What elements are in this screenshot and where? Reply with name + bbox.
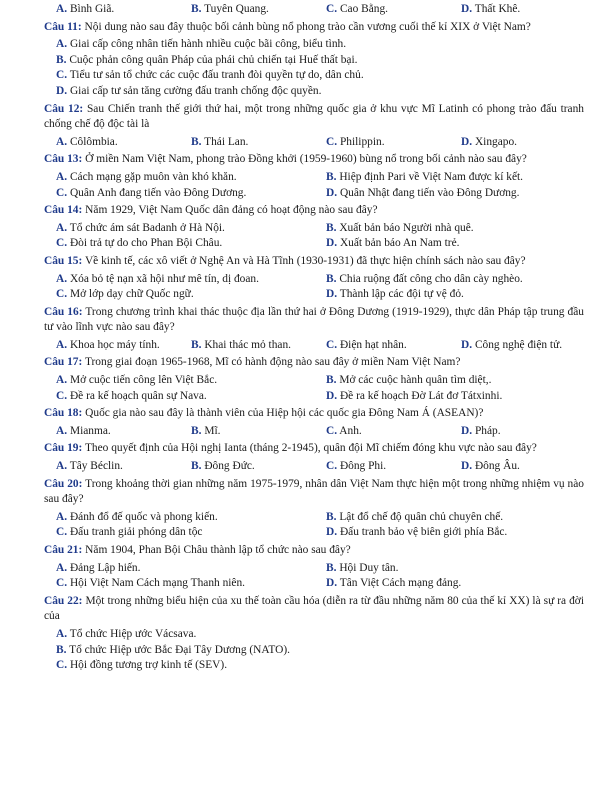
option-text: Đảng Lập hiến. <box>69 561 141 574</box>
option-text: Quân Nhật đang tiến vào Đông Dương. <box>339 186 520 199</box>
question-number: Câu 20: <box>44 477 83 490</box>
option-text: Thái Lan. <box>204 135 249 148</box>
answer-option <box>44 53 584 69</box>
answer-option <box>314 510 584 526</box>
question-stem: Về kinh tế, các xô viết ở Nghệ An và Hà Tĩnh (1930-1931) đã thực hiện chính sách nào sau đây? <box>84 254 526 267</box>
answer-options <box>44 272 584 303</box>
answer-option <box>314 373 584 389</box>
option-letter: A. <box>56 627 68 640</box>
answer-options <box>44 338 584 354</box>
question-text <box>44 355 584 371</box>
answer-options <box>44 510 584 541</box>
option-letter: A. <box>56 374 68 387</box>
question-text <box>44 305 584 336</box>
question-stem: Theo quyết định của Hội nghị Ianta (tháng 2-1945), quân đội Mĩ chiếm đóng khu vực nào sau đây? <box>84 442 537 455</box>
option-text: Xuất bản báo Người nhà quê. <box>339 221 474 234</box>
answer-option <box>44 2 179 18</box>
answer-option <box>44 658 584 674</box>
option-text: Hội đồng tương trợ kinh tế (SEV). <box>69 659 228 672</box>
option-letter: D. <box>326 186 338 199</box>
answer-options <box>44 221 584 252</box>
answer-options <box>44 561 584 592</box>
option-letter: B. <box>56 53 67 66</box>
option-text: Thất Khê. <box>474 3 521 15</box>
question-text <box>44 543 584 559</box>
answer-option <box>44 510 314 526</box>
option-text: Bình Giã. <box>69 3 115 15</box>
option-letter: A. <box>56 510 68 523</box>
question-text <box>44 477 584 508</box>
answer-option <box>44 186 314 202</box>
option-letter: C. <box>56 526 68 539</box>
option-text: Hội Việt Nam Cách mạng Thanh niên. <box>69 577 246 590</box>
answer-option <box>314 424 449 440</box>
option-text: Tân Việt Cách mạng đảng. <box>339 577 462 590</box>
question-number: Câu 13: <box>44 153 83 166</box>
answer-options <box>44 627 584 674</box>
option-letter: C. <box>326 460 338 473</box>
answer-option <box>44 287 314 303</box>
option-text: Giai cấp công nhân tiến hành nhiều cuộc bãi công, biểu tình. <box>69 38 347 51</box>
answer-options <box>44 459 584 475</box>
option-text: Philippin. <box>339 135 385 148</box>
answer-option <box>44 459 179 475</box>
option-text: Tuyên Quang. <box>204 3 269 15</box>
option-text: Đông Đức. <box>204 460 255 473</box>
answer-option <box>44 236 314 252</box>
answer-option <box>44 170 314 186</box>
answer-option <box>44 135 179 151</box>
answer-option <box>44 37 584 53</box>
option-text: Giai cấp tư sản tăng cường đấu tranh chống độc quyền. <box>69 84 322 97</box>
answer-option <box>44 525 314 541</box>
question-text <box>44 441 584 457</box>
option-text: Đề ra kế hoạch quân sự Nava. <box>69 389 207 402</box>
option-letter: D. <box>461 424 473 437</box>
option-letter: D. <box>326 577 338 590</box>
question-text <box>44 20 584 36</box>
option-text: Côlômbia. <box>69 135 118 148</box>
answer-option <box>314 389 584 405</box>
option-letter: B. <box>326 170 337 183</box>
answer-option <box>314 459 449 475</box>
question-stem: Quốc gia nào sau đây là thành viên của Hiệp hội các quốc gia Đông Nam Á (ASEAN)? <box>85 407 484 420</box>
option-letter: A. <box>56 460 68 473</box>
question-number: Câu 14: <box>44 204 83 217</box>
answer-options <box>44 135 584 151</box>
option-letter: C. <box>56 389 68 402</box>
option-letter: D. <box>326 237 338 250</box>
answer-option <box>314 135 449 151</box>
option-letter: B. <box>326 374 337 387</box>
question-number: Câu 19: <box>44 442 83 455</box>
answer-options <box>44 37 584 99</box>
question-number: Câu 16: <box>44 305 83 318</box>
option-text: Tổ chức ám sát Badanh ở Hà Nội. <box>69 221 225 234</box>
answer-option <box>449 135 584 151</box>
option-letter: D. <box>461 338 473 351</box>
option-letter: B. <box>326 221 337 234</box>
option-text: Đề ra kế hoạch Đờ Lát đơ Tátxinhi. <box>339 389 503 402</box>
answer-options <box>44 424 584 440</box>
answer-option <box>44 627 584 643</box>
answer-option <box>44 424 179 440</box>
option-letter: C. <box>56 186 68 199</box>
option-text: Mở các cuộc hành quân tìm diệt,. <box>339 374 492 387</box>
question-stem: Trong chương trình khai thác thuộc địa lần thứ hai ở Đông Dương (1919-1929), thực dân Pháp tập trung đầu tư vào lĩnh vực nào sau đây? <box>44 305 584 334</box>
option-letter: A. <box>56 561 68 574</box>
option-text: Lật đổ chế độ quân chủ chuyên chế. <box>339 510 504 523</box>
question-text <box>44 203 584 219</box>
question-stem: Năm 1929, Việt Nam Quốc dân đảng có hoạt động nào sau đây? <box>85 204 378 217</box>
answer-option <box>44 561 314 577</box>
answer-option <box>314 186 584 202</box>
option-letter: D. <box>326 389 338 402</box>
answer-option <box>179 2 314 18</box>
answer-options <box>44 2 584 18</box>
answer-option <box>44 643 584 659</box>
answer-option <box>449 2 584 18</box>
option-letter: A. <box>56 135 68 148</box>
option-letter: A. <box>56 221 68 234</box>
answer-option <box>44 68 584 84</box>
option-letter: D. <box>326 526 338 539</box>
option-text: Công nghệ điện tử. <box>474 338 563 351</box>
option-text: Xuất bản báo An Nam trẻ. <box>339 237 460 250</box>
option-text: Đấu tranh bảo vệ biên giới phía Bắc. <box>339 526 508 539</box>
question-stem: Ở miền Nam Việt Nam, phong trào Đồng khởi (1959-1960) bùng nổ trong bối cảnh nào sau đây? <box>85 153 527 166</box>
answer-option <box>449 459 584 475</box>
option-letter: B. <box>191 424 202 437</box>
question-number: Câu 22: <box>44 594 83 607</box>
answer-option <box>314 338 449 354</box>
option-text: Hiệp định Pari về Việt Nam được kí kết. <box>339 170 524 183</box>
question-text <box>44 102 584 133</box>
answer-option <box>314 272 584 288</box>
option-text: Cách mạng gặp muôn vàn khó khăn. <box>69 170 237 183</box>
option-text: Cao Bằng. <box>339 3 389 15</box>
question-stem: Trong giai đoạn 1965-1968, Mĩ có hành động nào sau đây ở miền Nam Việt Nam? <box>84 356 461 369</box>
option-letter: C. <box>56 69 68 82</box>
answer-option <box>449 338 584 354</box>
option-letter: B. <box>326 272 337 285</box>
option-letter: B. <box>326 561 337 574</box>
answer-option <box>314 525 584 541</box>
option-letter: A. <box>56 3 68 15</box>
question-text <box>44 254 584 270</box>
option-letter: B. <box>56 643 67 656</box>
option-text: Mĩ. <box>204 424 221 437</box>
answer-option <box>314 170 584 186</box>
answer-option <box>449 424 584 440</box>
option-letter: B. <box>326 510 337 523</box>
option-letter: A. <box>56 272 68 285</box>
option-letter: C. <box>56 237 68 250</box>
option-letter: C. <box>56 659 68 672</box>
exam-document <box>44 2 584 676</box>
answer-option <box>44 84 584 100</box>
option-letter: C. <box>326 424 338 437</box>
option-text: Đông Âu. <box>474 460 520 473</box>
option-text: Khai thác mỏ than. <box>204 338 291 351</box>
option-letter: C. <box>326 135 338 148</box>
answer-option <box>179 135 314 151</box>
option-letter: C. <box>326 338 338 351</box>
option-text: Xingapo. <box>474 135 518 148</box>
option-letter: D. <box>461 135 473 148</box>
option-text: Anh. <box>339 424 362 437</box>
answer-option <box>44 389 314 405</box>
option-text: Xóa bỏ tệ nạn xã hội như mê tín, dị đoan. <box>69 272 259 285</box>
option-text: Điện hạt nhân. <box>339 338 407 351</box>
answer-option <box>179 459 314 475</box>
question-number: Câu 21: <box>44 544 83 556</box>
option-text: Hội Duy tân. <box>339 561 399 574</box>
option-text: Cuộc phản công quân Pháp của phái chủ chiến tại Huế thất bại. <box>69 53 358 66</box>
answer-option <box>314 576 584 592</box>
option-letter: B. <box>191 460 202 473</box>
answer-option <box>44 373 314 389</box>
option-letter: C. <box>56 577 68 590</box>
question-number: Câu 18: <box>44 407 83 420</box>
answer-option <box>44 221 314 237</box>
option-text: Mở lớp dạy chữ Quốc ngữ. <box>69 288 194 301</box>
option-letter: A. <box>56 424 68 437</box>
question-stem: Sau Chiến tranh thế giới thứ hai, một trong những quốc gia ở khu vực Mĩ Latinh có phong trào đấu tranh chống chế độ độc tài là <box>44 102 584 131</box>
option-text: Đòi trả tự do cho Phan Bội Châu. <box>69 237 223 250</box>
option-letter: D. <box>56 84 68 97</box>
option-text: Tổ chức Hiệp ước Bắc Đại Tây Dương (NATO). <box>69 643 290 656</box>
option-text: Mở cuộc tiến công lên Việt Bắc. <box>69 374 218 387</box>
option-letter: A. <box>56 170 68 183</box>
question-stem: Trong khoảng thời gian những năm 1975-1979, nhân dân Việt Nam thực hiện một trong những nhiệm vụ nào sau đây? <box>44 477 584 506</box>
answer-option <box>314 2 449 18</box>
option-letter: D. <box>461 3 473 15</box>
option-letter: C. <box>56 288 68 301</box>
option-letter: B. <box>191 338 202 351</box>
question-number: Câu 17: <box>44 356 83 369</box>
option-text: Tiểu tư sản tổ chức các cuộc đấu tranh đòi quyền tự do, dân chủ. <box>69 69 364 82</box>
option-letter: D. <box>326 288 338 301</box>
question-text <box>44 152 584 168</box>
answer-option <box>44 272 314 288</box>
question-stem: Năm 1904, Phan Bội Châu thành lập tổ chức nào sau đây? <box>85 544 351 556</box>
answer-option <box>44 338 179 354</box>
question-text <box>44 406 584 422</box>
option-text: Đấu tranh giải phóng dân tộc <box>69 526 203 539</box>
option-text: Đông Phi. <box>339 460 387 473</box>
question-number: Câu 12: <box>44 102 84 115</box>
option-letter: B. <box>191 135 202 148</box>
option-text: Quân Anh đang tiến vào Đông Dương. <box>69 186 247 199</box>
option-text: Tây Béclin. <box>69 460 123 473</box>
question-stem: Một trong những biểu hiện của xu thế toàn cầu hóa (diễn ra từ đầu những năm 80 của thế kỉ XX) là sự ra đời của <box>44 594 584 623</box>
answer-option <box>179 338 314 354</box>
option-letter: D. <box>461 460 473 473</box>
answer-option <box>314 221 584 237</box>
answer-option <box>44 576 314 592</box>
answer-option <box>179 424 314 440</box>
option-text: Thành lập các đội tự vệ đỏ. <box>339 288 464 301</box>
answer-options <box>44 373 584 404</box>
option-letter: A. <box>56 338 68 351</box>
question-number: Câu 11: <box>44 20 82 33</box>
answer-option <box>314 287 584 303</box>
option-letter: B. <box>191 3 202 15</box>
option-text: Đánh đổ đế quốc và phong kiến. <box>69 510 218 523</box>
option-text: Mianma. <box>69 424 111 437</box>
option-letter: C. <box>326 3 338 15</box>
question-number: Câu 15: <box>44 254 83 267</box>
answer-option <box>314 561 584 577</box>
answer-options <box>44 170 584 201</box>
answer-option <box>314 236 584 252</box>
question-text <box>44 594 584 625</box>
option-text: Tổ chức Hiệp ước Vácsava. <box>69 627 197 640</box>
option-text: Pháp. <box>474 424 501 437</box>
option-text: Khoa học máy tính. <box>69 338 160 351</box>
question-stem: Nội dung nào sau đây thuộc bối cảnh bùng nổ phong trào cần vương cuối thế kỉ XIX ở Việt Nam? <box>84 20 531 33</box>
option-letter: A. <box>56 38 68 51</box>
option-text: Chia ruộng đất công cho dân cày nghèo. <box>339 272 523 285</box>
